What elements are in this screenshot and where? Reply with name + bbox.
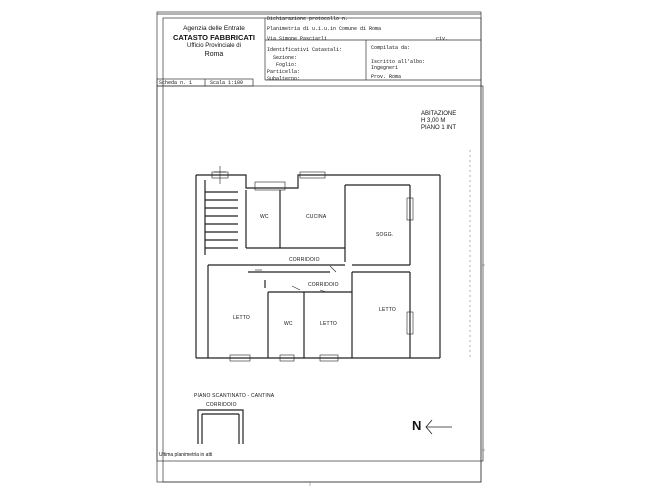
plan-walls [196,175,440,358]
basement-walls [198,410,243,444]
scale-label: Scala 1:100 [210,80,244,86]
outer-frame [157,12,481,482]
plan-location: Planimetria di u.i.u.in Comune di Roma [267,26,382,32]
sezione-label: Sezione: [273,55,298,61]
compiled-by-label: Compilata da: [371,45,411,51]
north-arrow-icon [426,420,452,434]
particella-label: Particella: [267,69,301,75]
room-label-corridoio-2: CORRIDOIO [308,282,339,288]
declaration-label: Dichiarazione protocollo n. [267,16,349,22]
unit-type: ABITAZIONE [421,111,457,117]
profession-label: Ingegneri [371,65,399,71]
room-label-wc-1: WC [260,214,269,220]
registered-label: Iscritto all'albo: [371,59,426,65]
office-label: Ufficio Provinciale di [187,43,241,49]
scheda-number: Scheda n. 1 [159,80,193,86]
room-label-letto-2: LETTO [320,321,338,327]
room-label-soggiorno: SOGG. [376,232,394,238]
footer-note: Ultima planimetria in atti [159,452,213,458]
agency-name: Agenzia delle Entrate [183,25,245,32]
sheet-frame [157,12,483,482]
agency-header [164,25,264,59]
civic-label: civ. [436,36,449,42]
subalterno-label: Subalterno: [267,76,301,82]
foglio-label: Foglio: [276,62,298,68]
room-label-letto-1: LETTO [233,315,251,321]
room-label-corridoio-1: CORRIDOIO [289,257,320,263]
basement-room-label: CORRIDOIO [206,402,237,408]
room-label-wc-2: WC [284,321,293,327]
province-label: Prov. Roma [371,74,402,80]
basement-title: PIANO SCANTINATO - CANTINA [194,393,275,399]
unit-info [421,111,456,132]
office-city: Roma [204,51,224,58]
unit-floor: PIANO 1 INT [421,125,457,131]
room-label-cucina: CUCINA [306,214,327,220]
catasto-title: CATASTO FABBRICATI [173,33,255,42]
margin-marks [310,150,485,486]
unit-height: H 3,00 M [421,118,446,124]
address-line: Via Simone Pasciarli [267,36,328,42]
north-label: N [412,418,422,433]
room-label-letto-3: LETTO [379,307,397,313]
identifiers-label: Identificativi Catastali: [267,47,343,53]
openings [212,166,413,361]
